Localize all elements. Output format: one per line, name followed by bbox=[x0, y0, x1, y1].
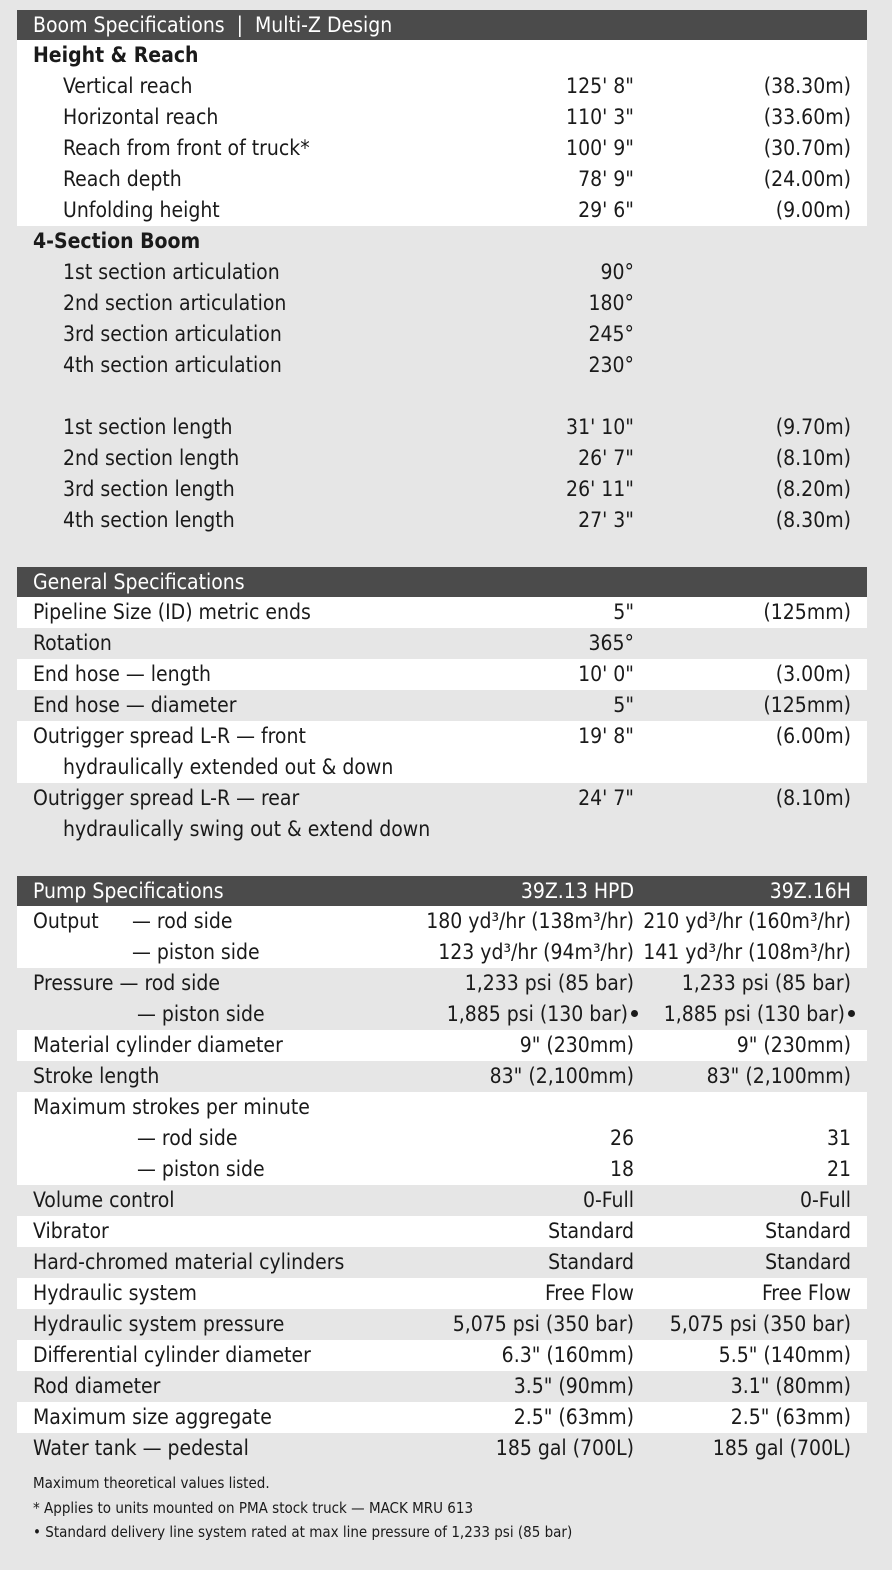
pump-spec-row-label: Vibrator bbox=[33, 1219, 109, 1243]
section-length-row-metric: (8.30m) bbox=[775, 508, 851, 532]
section-length-row-imperial: 27' 3" bbox=[578, 508, 634, 532]
general-spec-row-imperial: 5" bbox=[613, 600, 634, 624]
output-rod-a: 180 yd³/hr (138m³/hr) bbox=[426, 909, 634, 933]
height-reach-row-imperial: 100' 9" bbox=[566, 136, 634, 160]
general-spec-row bbox=[17, 628, 867, 659]
pump-spec-row-label: Hydraulic system pressure bbox=[33, 1312, 285, 1336]
pressure-piston-b: 1,885 psi (130 bar) bbox=[663, 1002, 845, 1026]
height-reach-row-label: Horizontal reach bbox=[63, 105, 219, 129]
outrigger-front-row bbox=[17, 721, 867, 783]
height-reach-row bbox=[17, 102, 867, 133]
outrigger-front-metric: (6.00m) bbox=[775, 724, 851, 748]
height-reach-row bbox=[17, 71, 867, 102]
pump-spec-row-label: Rod diameter bbox=[33, 1374, 161, 1398]
height-reach-row-label: Reach from front of truck* bbox=[63, 136, 310, 160]
section-length-row-label: 3rd section length bbox=[63, 477, 235, 501]
pump-spec-row bbox=[17, 1247, 867, 1278]
pump-specifications-section bbox=[17, 876, 867, 1464]
boom-specifications-section bbox=[17, 10, 867, 536]
general-spec-row-imperial: 10' 0" bbox=[578, 662, 634, 686]
pump-spec-row-label: Stroke length bbox=[33, 1064, 160, 1088]
pump-specifications-title: Pump Specifications bbox=[33, 879, 224, 903]
pump-spec-row-a: 3.5" (90mm) bbox=[513, 1374, 634, 1398]
section-length-row-imperial: 26' 11" bbox=[566, 477, 634, 501]
pump-spec-row bbox=[17, 1061, 867, 1092]
section-length-row bbox=[17, 505, 867, 536]
pressure-label-text: Pressure bbox=[33, 971, 114, 995]
section-length-row-metric: (8.20m) bbox=[775, 477, 851, 501]
pump-spec-row-label: Differential cylinder diameter bbox=[33, 1343, 311, 1367]
pump-spec-row bbox=[17, 1371, 867, 1402]
pump-spec-row-a: Standard bbox=[548, 1250, 634, 1274]
general-spec-row-label: Pipeline Size (ID) metric ends bbox=[33, 600, 311, 624]
height-reach-row-metric: (33.60m) bbox=[763, 105, 851, 129]
output-piston-b: 141 yd³/hr (108m³/hr) bbox=[643, 940, 851, 964]
strokes-label: Maximum strokes per minute bbox=[33, 1095, 310, 1119]
articulation-row-label: 1st section articulation bbox=[63, 260, 280, 284]
pump-spec-row-a: 9" (230mm) bbox=[519, 1033, 634, 1057]
section-length-row-imperial: 31' 10" bbox=[566, 415, 634, 439]
output-piston-a: 123 yd³/hr (94m³/hr) bbox=[438, 940, 634, 964]
height-reach-row-metric: (9.00m) bbox=[775, 198, 851, 222]
output-piston-side-label: — piston side bbox=[132, 940, 260, 964]
height-reach-row-imperial: 29' 6" bbox=[578, 198, 634, 222]
pressure-piston-a-cell bbox=[447, 999, 638, 1030]
pump-spec-row bbox=[17, 1185, 867, 1216]
height-reach-row-label: Vertical reach bbox=[63, 74, 193, 98]
pump-spec-row-a: Standard bbox=[548, 1219, 634, 1243]
height-reach-row-label: Unfolding height bbox=[63, 198, 220, 222]
footnote-truck: * Applies to units mounted on PMA stock truck — MACK MRU 613 bbox=[33, 1499, 474, 1517]
pump-spec-row-a: 0-Full bbox=[582, 1188, 634, 1212]
general-spec-row-label: End hose — diameter bbox=[33, 693, 237, 717]
articulation-row-value: 180° bbox=[588, 291, 634, 315]
pump-rows-b bbox=[17, 1185, 867, 1464]
pump-specifications-header bbox=[17, 876, 867, 906]
pump-spec-row-b: Free Flow bbox=[761, 1281, 851, 1305]
strokes-rod-row bbox=[17, 1123, 867, 1154]
articulation-row-label: 4th section articulation bbox=[63, 353, 282, 377]
general-spec-row bbox=[17, 597, 867, 628]
general-spec-row-imperial: 365° bbox=[588, 631, 634, 655]
outrigger-front-label: Outrigger spread L-R — front bbox=[33, 724, 306, 748]
pump-spec-row-a: 2.5" (63mm) bbox=[513, 1405, 634, 1429]
strokes-piston-a: 18 bbox=[609, 1157, 634, 1181]
strokes-rod-a: 26 bbox=[609, 1126, 634, 1150]
section-length-row-metric: (9.70m) bbox=[775, 415, 851, 439]
spacer-row bbox=[17, 381, 867, 412]
pump-spec-row-b: 2.5" (63mm) bbox=[730, 1405, 851, 1429]
height-reach-row-label: Reach depth bbox=[63, 167, 182, 191]
general-specifications-section bbox=[17, 567, 867, 845]
pump-spec-row-label: Hard-chromed material cylinders bbox=[33, 1250, 345, 1274]
model-b-heading: 39Z.16H bbox=[769, 879, 851, 903]
articulation-row-value: 245° bbox=[588, 322, 634, 346]
pump-spec-row-b: 83" (2,100mm) bbox=[706, 1064, 851, 1088]
articulation-row-label: 2nd section articulation bbox=[63, 291, 287, 315]
outrigger-front-imperial: 19' 8" bbox=[578, 724, 634, 748]
pump-spec-row-a: 185 gal (700L) bbox=[495, 1436, 634, 1460]
general-specifications-header bbox=[17, 567, 867, 597]
section-boom-heading-row bbox=[17, 226, 867, 257]
height-reach-row-metric: (38.30m) bbox=[763, 74, 851, 98]
pump-spec-row-b: 9" (230mm) bbox=[736, 1033, 851, 1057]
section-length-row-label: 2nd section length bbox=[63, 446, 240, 470]
pressure-rod-b: 1,233 psi (85 bar) bbox=[681, 971, 851, 995]
pump-spec-row bbox=[17, 1340, 867, 1371]
articulation-rows bbox=[17, 257, 867, 381]
pump-spec-row-a: 6.3" (160mm) bbox=[501, 1343, 634, 1367]
pump-spec-row-b: Standard bbox=[765, 1219, 851, 1243]
pump-spec-row-b: 5.5" (140mm) bbox=[718, 1343, 851, 1367]
pump-spec-row-b: Standard bbox=[765, 1250, 851, 1274]
model-a-heading: 39Z.13 HPD bbox=[520, 879, 634, 903]
pump-spec-row-b: 185 gal (700L) bbox=[712, 1436, 851, 1460]
pressure-label bbox=[33, 968, 220, 999]
boom-specifications-header bbox=[17, 10, 867, 40]
pressure-rod-a: 1,233 psi (85 bar) bbox=[464, 971, 634, 995]
output-piston-row bbox=[17, 937, 867, 968]
outrigger-rear-metric: (8.10m) bbox=[775, 786, 851, 810]
pump-spec-row-label: Maximum size aggregate bbox=[33, 1405, 272, 1429]
pump-spec-row-a: Free Flow bbox=[544, 1281, 634, 1305]
pump-spec-row bbox=[17, 1309, 867, 1340]
general-spec-row bbox=[17, 659, 867, 690]
height-reach-row-imperial: 125' 8" bbox=[566, 74, 634, 98]
pump-spec-row-b: 3.1" (80mm) bbox=[730, 1374, 851, 1398]
outrigger-rear-row bbox=[17, 783, 867, 845]
strokes-piston-side-label: — piston side bbox=[137, 1157, 265, 1181]
footnote-max-values: Maximum theoretical values listed. bbox=[33, 1474, 270, 1492]
pump-spec-row-label: Material cylinder diameter bbox=[33, 1033, 283, 1057]
articulation-row bbox=[17, 257, 867, 288]
pump-spec-row-label: Hydraulic system bbox=[33, 1281, 197, 1305]
general-spec-row-metric: (125mm) bbox=[763, 693, 851, 717]
general-rows bbox=[17, 597, 867, 721]
strokes-piston-row bbox=[17, 1154, 867, 1185]
section-length-row-metric: (8.10m) bbox=[775, 446, 851, 470]
articulation-row bbox=[17, 350, 867, 381]
pump-spec-row-label: Water tank — pedestal bbox=[33, 1436, 249, 1460]
height-reach-row bbox=[17, 195, 867, 226]
articulation-row-label: 3rd section articulation bbox=[63, 322, 282, 346]
boom-specifications-title: Boom Specifications | Multi-Z Design bbox=[33, 13, 393, 37]
section-boom-heading: 4-Section Boom bbox=[33, 229, 201, 253]
general-spec-row-metric: (3.00m) bbox=[775, 662, 851, 686]
bullet-icon bbox=[631, 1010, 638, 1017]
section-length-row bbox=[17, 412, 867, 443]
general-spec-row-metric: (125mm) bbox=[763, 600, 851, 624]
section-length-row-label: 4th section length bbox=[63, 508, 235, 532]
pressure-rod-side-label: — rod side bbox=[119, 971, 221, 995]
height-reach-row-metric: (30.70m) bbox=[763, 136, 851, 160]
articulation-row bbox=[17, 319, 867, 350]
pump-spec-row-a: 83" (2,100mm) bbox=[489, 1064, 634, 1088]
pump-spec-row bbox=[17, 1402, 867, 1433]
output-rod-side-label: — rod side bbox=[132, 909, 233, 933]
section-length-row bbox=[17, 443, 867, 474]
height-reach-heading-row bbox=[17, 40, 867, 71]
length-rows bbox=[17, 412, 867, 536]
strokes-piston-b: 21 bbox=[826, 1157, 851, 1181]
height-reach-row bbox=[17, 133, 867, 164]
section-length-row bbox=[17, 474, 867, 505]
pump-spec-row bbox=[17, 1278, 867, 1309]
pressure-piston-a: 1,885 psi (130 bar) bbox=[446, 1002, 628, 1026]
footnote-delivery-line: • Standard delivery line system rated at max line pressure of 1,233 psi (85 bar) bbox=[33, 1523, 573, 1541]
general-specifications-title: General Specifications bbox=[33, 570, 245, 594]
pump-spec-row-b: 5,075 psi (350 bar) bbox=[669, 1312, 851, 1336]
general-spec-row-imperial: 5" bbox=[613, 693, 634, 717]
section-length-row-label: 1st section length bbox=[63, 415, 233, 439]
height-reach-row-imperial: 110' 3" bbox=[566, 105, 634, 129]
bullet-icon bbox=[848, 1010, 855, 1017]
strokes-heading-row bbox=[17, 1092, 867, 1123]
general-spec-row-label: End hose — length bbox=[33, 662, 212, 686]
articulation-row-value: 90° bbox=[600, 260, 634, 284]
height-reach-heading: Height & Reach bbox=[33, 43, 199, 67]
pump-spec-row-a: 5,075 psi (350 bar) bbox=[452, 1312, 634, 1336]
output-rod-row bbox=[17, 906, 867, 937]
strokes-rod-side-label: — rod side bbox=[137, 1126, 238, 1150]
pressure-piston-b-cell bbox=[664, 999, 855, 1030]
output-label: Output bbox=[33, 909, 99, 933]
outrigger-rear-sub: hydraulically swing out & extend down bbox=[63, 817, 431, 841]
height-reach-row-metric: (24.00m) bbox=[763, 167, 851, 191]
pump-spec-row-label: Volume control bbox=[33, 1188, 175, 1212]
pump-spec-row-b: 0-Full bbox=[799, 1188, 851, 1212]
pressure-piston-side-label: — piston side bbox=[137, 1002, 265, 1026]
articulation-row-value: 230° bbox=[588, 353, 634, 377]
outrigger-rear-imperial: 24' 7" bbox=[578, 786, 634, 810]
height-reach-rows bbox=[17, 71, 867, 226]
pump-rows-a bbox=[17, 1030, 867, 1092]
pressure-piston-row bbox=[17, 999, 867, 1030]
outrigger-rear-label: Outrigger spread L-R — rear bbox=[33, 786, 300, 810]
outrigger-front-sub: hydraulically extended out & down bbox=[63, 755, 394, 779]
general-spec-row bbox=[17, 690, 867, 721]
strokes-rod-b: 31 bbox=[826, 1126, 851, 1150]
articulation-row bbox=[17, 288, 867, 319]
pump-spec-row bbox=[17, 1216, 867, 1247]
pressure-rod-row bbox=[17, 968, 867, 999]
height-reach-row bbox=[17, 164, 867, 195]
output-rod-b: 210 yd³/hr (160m³/hr) bbox=[643, 909, 851, 933]
general-spec-row-label: Rotation bbox=[33, 631, 112, 655]
height-reach-row-imperial: 78' 9" bbox=[578, 167, 634, 191]
pump-spec-row bbox=[17, 1433, 867, 1464]
section-length-row-imperial: 26' 7" bbox=[578, 446, 634, 470]
pump-spec-row bbox=[17, 1030, 867, 1061]
